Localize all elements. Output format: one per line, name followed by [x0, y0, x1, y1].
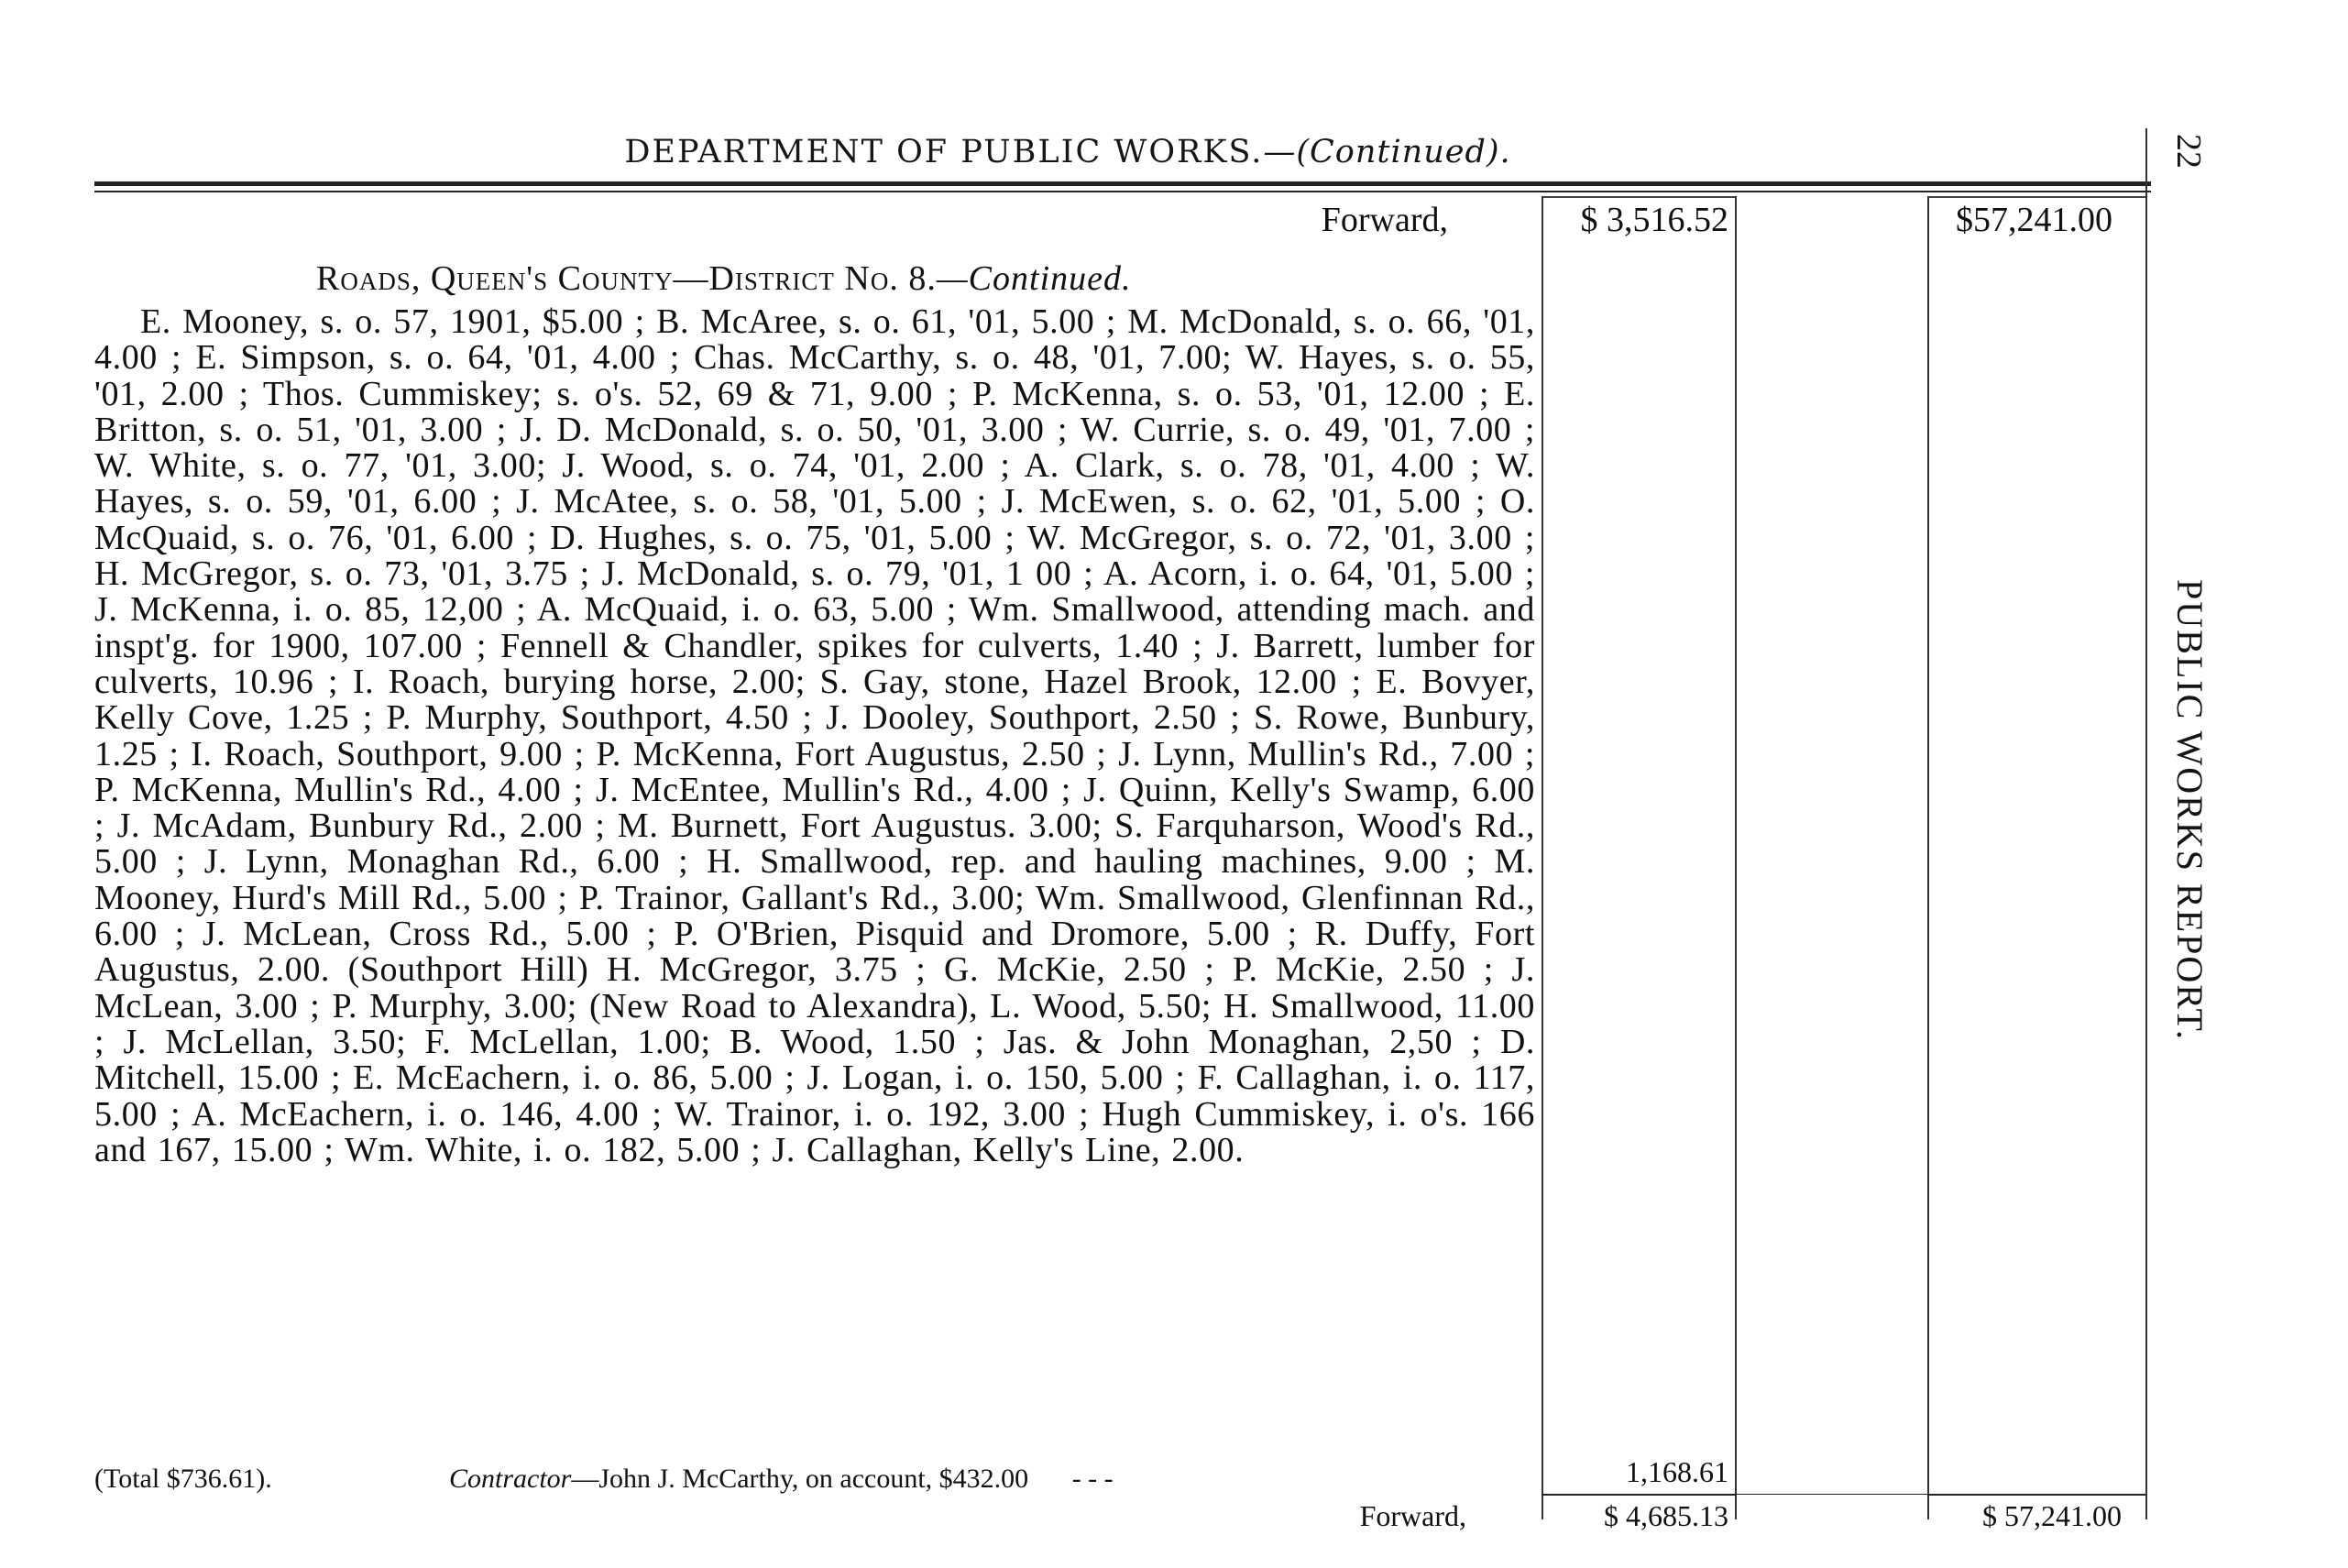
forward-top-label: Forward, — [1321, 201, 1448, 239]
section-title-continued: —Continued. — [936, 259, 1132, 298]
section-title-text: Roads, Queen's County—District No. 8. — [316, 259, 937, 298]
header-rule-thick — [94, 181, 2151, 186]
column-divider-2 — [1735, 196, 1737, 1519]
sum-rule-column-1 — [1542, 1494, 1736, 1496]
page-number: 22 — [2169, 134, 2208, 169]
total-note: (Total $736.61). — [94, 1464, 272, 1494]
forward-bottom-column-3: $ 57,241.00 — [1982, 1499, 2122, 1532]
leader-dots: - - - — [1071, 1464, 1114, 1494]
running-title: PUBLIC WORKS REPORT. — [2169, 579, 2211, 1041]
contractor-label: Contractor — [449, 1464, 572, 1494]
subtotal-column-1: 1,168.61 — [1626, 1455, 1728, 1488]
section-title — [316, 258, 1132, 299]
page-header — [0, 134, 2135, 170]
header-rule-thin — [94, 191, 2151, 192]
sum-rule-column-3 — [1927, 1494, 2145, 1496]
forward-bottom-column-1: $ 4,685.13 — [1604, 1499, 1728, 1532]
column-divider-4 — [2145, 128, 2147, 1519]
column-1-top-rule — [1542, 196, 1736, 198]
forward-bottom-label: Forward, — [1359, 1499, 1466, 1532]
contractor-line — [449, 1464, 1114, 1495]
header-title: DEPARTMENT OF PUBLIC WORKS. — [624, 134, 1264, 170]
column-divider-1 — [1542, 196, 1543, 1519]
column-divider-3 — [1927, 196, 1929, 1519]
sum-rule-column-2 — [1736, 1494, 1927, 1495]
column-3-top-rule — [1927, 196, 2145, 198]
forward-top-column-3: $57,241.00 — [1956, 201, 2112, 239]
contractor-text: —John J. McCarthy, on account, $432.00 — [571, 1464, 1029, 1494]
expenditure-paragraph: E. Mooney, s. o. 57, 1901, $5.00 ; B. McAree, s. o. 61, '01, 5.00 ; M. McDonald, s. o. 66, '01, 4.00 ; E. Simpson, s. o. 64, '01, 4.00 ; Chas. McCarthy, s. o. 48, '01, 7.00; W. Hayes, s. o. 55, '01, 2.00 ; Thos. Cummiskey; s. o's. 52, 69 & 71, 9.00 ; P. McKenna, s. o. 53, '01, 12.00 ; E. Britton, s. o. 51, '01, 3.00 ; J. D. McDonald, s. o. 50, '01, 3.00 ; W. Currie, s. o. 49, '01, 7.00 ; W. White, s. o. 77, '01, 3.00; J. Wood, s. o. 74, '01, 2.00 ; A. Clark, s. o. 78, '01, 4.00 ; W. Hayes, s. o. 59, '01, 6.00 ; J. McAtee, s. o. 58, '01, 5.00 ; J. McEwen, s. o. 62, '01, 5.00 ; O. McQuaid, s. o. 76, '01, 6.00 ; D. Hughes, s. o. 75, '01, 5.00 ; W. McGregor, s. o. 72, '01, 3.00 ; H. McGregor, s. o. 73, '01, 3.75 ; J. McDonald, s. o. 79, '01, 1 00 ; A. Acorn, i. o. 64, '01, 5.00 ; J. McKenna, i. o. 85, 12,00 ; A. McQuaid, i. o. 63, 5.00 ; Wm. Smallwood, attending mach. and inspt'g. for 1900, 107.00 ; Fennell & Chandler, spikes for culverts, 1.40 ; J. Barrett, lumber for culverts, 10.96 ; I. Roach, burying horse, 2.00; S. Gay, stone, Hazel Brook, 12.00 ; E. Bovyer, Kelly Cove, 1.25 ; P. Murphy, Southport, 4.50 ; J. Dooley, Southport, 2.50 ; S. Rowe, Bunbury, 1.25 ; I. Roach, Southport, 9.00 ; P. McKenna, Fort Augustus, 2.50 ; J. Lynn, Mullin's Rd., 7.00 ; P. McKenna, Mullin's Rd., 4.00 ; J. McEntee, Mullin's Rd., 4.00 ; J. Quinn, Kelly's Swamp, 6.00 ; J. McAdam, Bunbury Rd., 2.00 ; M. Burnett, Fort Augustus. 3.00; S. Farquharson, Wood's Rd., 5.00 ; J. Lynn, Monaghan Rd., 6.00 ; H. Smallwood, rep. and hauling machines, 9.00 ; M. Mooney, Hurd's Mill Rd., 5.00 ; P. Trainor, Gallant's Rd., 3.00; Wm. Smallwood, Glenfinnan Rd., 6.00 ; J. McLean, Cross Rd., 5.00 ; P. O'Brien, Pisquid and Dromore, 5.00 ; R. Duffy, Fort Augustus, 2.00. (Southport Hill) H. McGregor, 3.75 ; G. McKie, 2.50 ; P. McKie, 2.50 ; J. McLean, 3.00 ; P. Murphy, 3.00; (New Road to Alexandra), L. Wood, 5.50; H. Smallwood, 11.00 ; J. McLellan, 3.50; F. McLellan, 1.00; B. Wood, 1.50 ; Jas. & John Monaghan, 2,50 ; D. Mitchell, 15.00 ; E. McEachern, i. o. 86, 5.00 ; J. Logan, i. o. 150, 5.00 ; F. Callaghan, i. o. 117, 5.00 ; A. McEachern, i. o. 146, 4.00 ; W. Trainor, i. o. 192, 3.00 ; Hugh Cummiskey, i. o's. 166 and 167, 15.00 ; Wm. White, i. o. 182, 5.00 ; J. Callaghan, Kelly's Line, 2.00. — [94, 302, 1535, 1169]
forward-top-column-1: $ 3,516.52 — [1580, 201, 1728, 239]
header-continued: —(Continued). — [1263, 134, 1511, 170]
